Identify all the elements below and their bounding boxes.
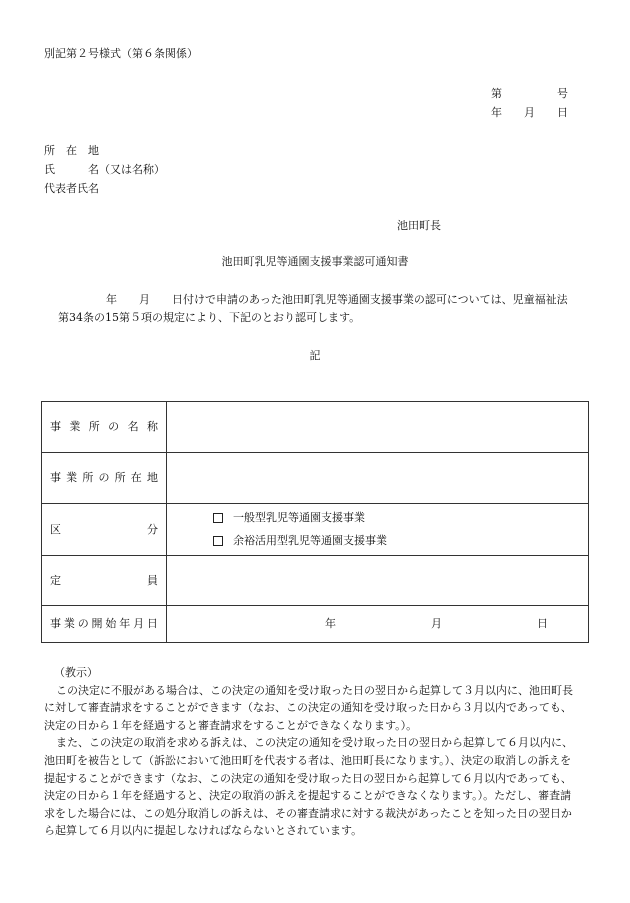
start-date-label: 事 業 の 開 始 年 月 日 (42, 606, 167, 643)
representative-label: 代表者氏名 (44, 182, 99, 195)
capacity-label: 定 員 (42, 556, 167, 606)
checkbox-icon[interactable] (213, 513, 223, 523)
address-label: 所 在 地 (44, 144, 99, 157)
office-location-field[interactable] (167, 453, 589, 504)
document-title: 池田町乳児等通園支援事業認可通知書 (221, 255, 409, 268)
details-table (41, 401, 589, 643)
table-row (42, 504, 589, 556)
issuer: 池田町長 (397, 219, 441, 232)
instructions-paragraph-1: この決定に不服がある場合は、この決定の通知を受け取った日の翌日から起算して３月以内に、池田町長に対して審査請求をすることができます（なお、この決定の通知を受け取った日から３月以内であっても、決定の日から１年を経過すると審査請求をすることができなくなります。）。 (44, 683, 573, 732)
category-options (167, 504, 589, 556)
checkbox-icon[interactable] (213, 536, 223, 546)
body-text: 年 月 日付けで申請のあった池田町乳児等通園支援事業の認可については、児童福祉法第34条の15第５項の規定により、下記のとおり認可します。 (58, 293, 568, 324)
instructions-heading: （教示） (54, 666, 98, 679)
document-number-line: 第 号 (491, 87, 568, 100)
start-date-month: 月 (431, 617, 442, 631)
name-label: 氏 名（又は名称） (44, 163, 165, 176)
category-option-general[interactable]: 一般型乳児等通園支援事業 (213, 507, 588, 530)
office-name-field[interactable] (167, 402, 589, 453)
document-date-line: 年 月 日 (491, 106, 568, 119)
ki-heading: 記 (309, 349, 321, 362)
start-date-field[interactable] (167, 606, 589, 643)
instructions (44, 664, 576, 840)
addressee-block (44, 142, 165, 199)
table-row (42, 402, 589, 453)
table-row (42, 453, 589, 504)
table-row (42, 606, 589, 643)
category-option-surplus[interactable]: 余裕活用型乳児等通園支援事業 (213, 530, 588, 553)
capacity-field[interactable] (167, 556, 589, 606)
start-date-year: 年 (325, 617, 336, 631)
instructions-paragraph-2: また、この決定の取消を求める訴えは、この決定の通知を受け取った日の翌日から起算して６月以内に、池田町を被告として（訴訟において池田町を代表する者は、池田町長になります。）、決定の取消しの訴えを提起することができます（なお、この決定の通知を受け取った日の翌日から起算して６月以内であっても、決定の日から１年を経過すると、決定の取消の訴えを提起することができなくなります。）。ただし、審査請求をした場合には、この処分取消しの訴えは、その審査請求に対する裁決があったことを知った日の翌日から起算して６月以内に提起しなければならないとされています。 (44, 736, 573, 838)
start-date-day: 日 (537, 617, 548, 631)
table-row (42, 556, 589, 606)
office-name-label: 事 業 所 の 名 称 (42, 402, 167, 453)
form-number: 別記第２号様式（第６条関係） (44, 47, 198, 60)
category-label: 区 分 (42, 504, 167, 556)
office-location-label: 事 業 所 の 所 在 地 (42, 453, 167, 504)
